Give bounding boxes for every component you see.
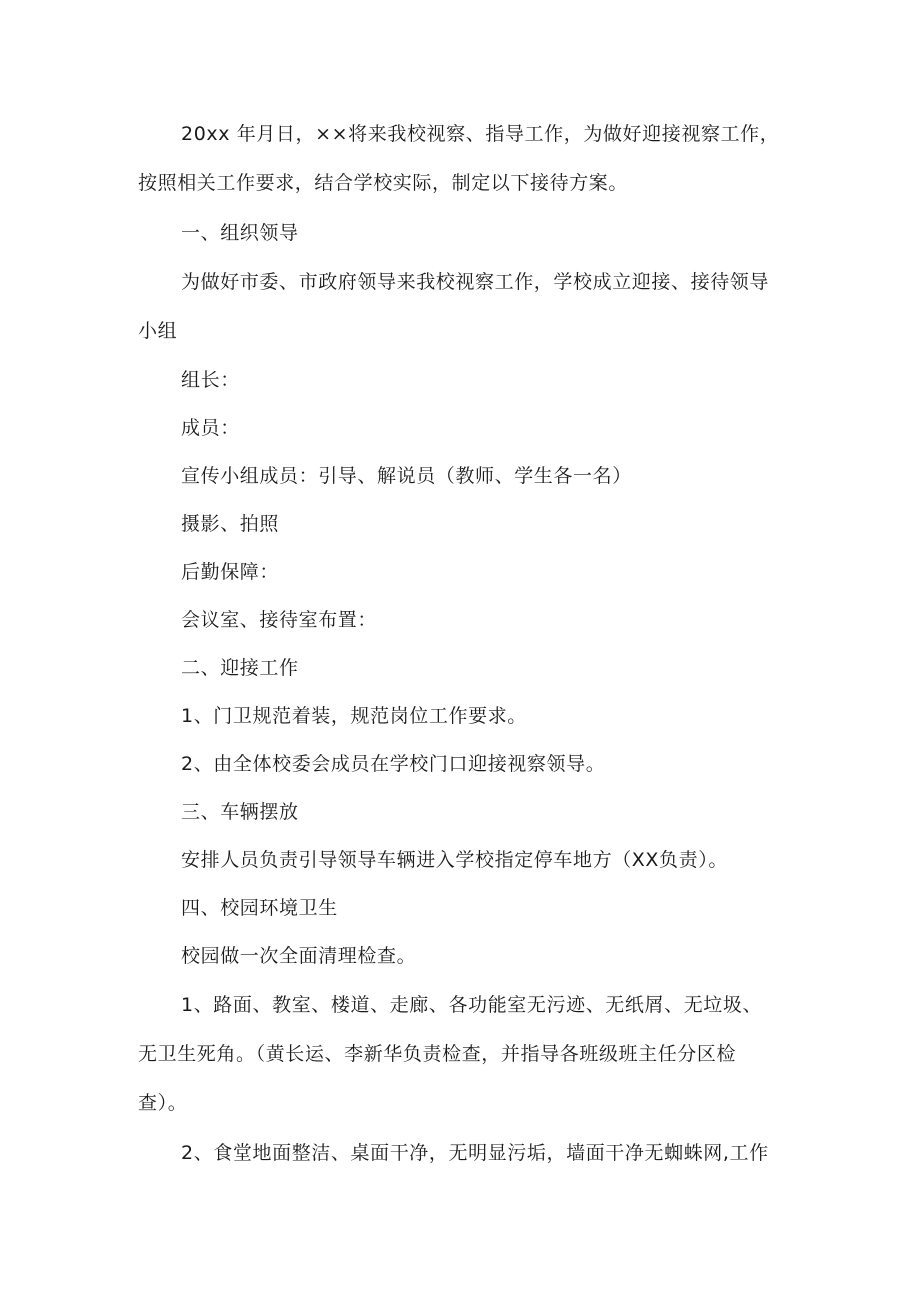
section-2-item-2: 2、由全体校委会成员在学校门口迎接视察领导。 xyxy=(181,753,606,775)
section-2-heading: 二、迎接工作 xyxy=(181,657,299,679)
section-3-heading: 三、车辆摆放 xyxy=(181,801,299,823)
section-4-heading: 四、校园环境卫生 xyxy=(181,897,338,919)
photography-line: 摄影、拍照 xyxy=(181,513,280,535)
publicity-line: 宣传小组成员：引导、解说员（教师、学生各一名） xyxy=(181,465,632,487)
logistics-line: 后勤保障： xyxy=(181,561,280,583)
intro-line-2: 按照相关工作要求，结合学校实际，制定以下接待方案。 xyxy=(138,172,629,194)
section-1-text-line-2: 小组 xyxy=(138,320,178,342)
section-4-item-1-line-2: 无卫生死角。（黄长运、李新华负责检查，并指导各班级班主任分区检 xyxy=(138,1043,737,1065)
section-3-text: 安排人员负责引导领导车辆进入学校指定停车地方（XX负责）。 xyxy=(181,849,728,871)
intro-line-1: 20xx 年月日，××将来我校视察、指导工作，为做好迎接视察工作， xyxy=(181,123,780,145)
meeting-room-line: 会议室、接待室布置： xyxy=(181,609,378,631)
section-2-item-1: 1、门卫规范着装，规范岗位工作要求。 xyxy=(181,705,527,727)
section-4-item-1-line-1: 1、路面、教室、楼道、走廊、各功能室无污迹、无纸屑、无垃圾、 xyxy=(181,994,763,1016)
leader-line: 组长： xyxy=(181,369,240,391)
section-4-item-2-line-1: 2、食堂地面整洁、桌面干净，无明显污垢，墙面干净无蜘蛛网,工作 xyxy=(181,1142,769,1164)
section-4-item-1-line-3: 查）。 xyxy=(138,1092,188,1114)
section-4-text: 校园做一次全面清理检查。 xyxy=(181,945,417,967)
section-1-text-line-1: 为做好市委、市政府领导来我校视察工作，学校成立迎接、接待领导 xyxy=(181,271,770,293)
members-line: 成员： xyxy=(181,417,240,439)
section-1-heading: 一、组织领导 xyxy=(181,222,299,244)
